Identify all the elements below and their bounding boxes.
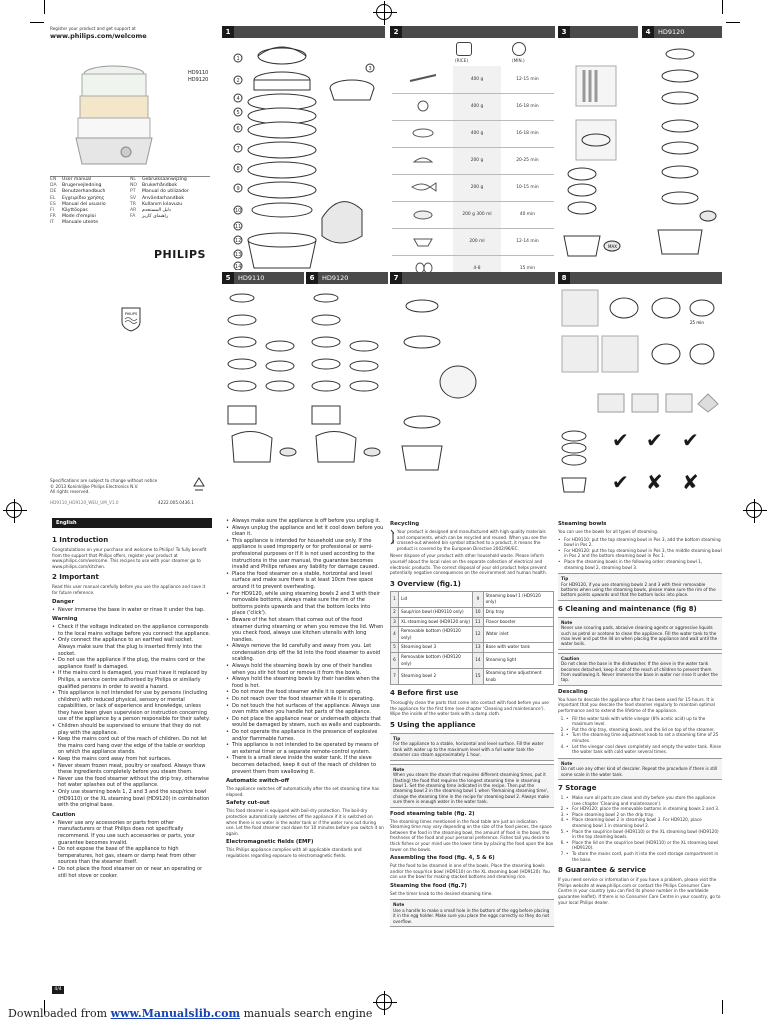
fig1-header bbox=[222, 26, 385, 38]
food-table-title: Food steaming table (fig. 2) bbox=[390, 810, 475, 817]
fig2-header bbox=[390, 26, 555, 38]
svg-text:12: 12 bbox=[235, 238, 242, 244]
table-row: 4 Removable bottom (HD9120 only) 12 Water inlet bbox=[391, 627, 554, 643]
steaming-text: Set the timer knob to the desired steaming time. bbox=[390, 890, 493, 896]
descaling-title: Descaling bbox=[558, 688, 588, 695]
soup-icon bbox=[408, 235, 438, 247]
dishwasher-not-ok-icon: ✘ bbox=[646, 470, 663, 494]
note-box: Note Never use scouring pads, abrasive cleaning agents or aggressive liquids such as petrol or acetone to clean the appliance. Fill the water tank to the max level and put the lid on when placing the appliance and wait until the water boils. bbox=[558, 617, 722, 650]
section-overview-title: 3 Overview (fig.1) bbox=[390, 579, 461, 588]
table-row: 7 Steaming bowl 2 15 Steaming time adjustment knob bbox=[391, 669, 554, 685]
svg-text:11: 11 bbox=[235, 224, 242, 230]
list-item: • Always hold the steaming bowls by their handles when the food is hot. bbox=[226, 676, 384, 689]
fig3-fig4-steps bbox=[558, 40, 722, 270]
steaming-title: Steaming the food (fig.7) bbox=[390, 882, 467, 889]
warning-title: Warning bbox=[52, 616, 78, 623]
note-box: Note Use a handle to make a small hole in the bottom of the egg before placing it in the egg holder. Make sure you place the eggs correctly so they do not overflow. bbox=[390, 899, 554, 927]
storage-steps bbox=[558, 795, 722, 862]
warning-list bbox=[52, 624, 212, 809]
language-column-left bbox=[50, 177, 130, 227]
table-row: 6 Removable bottom (HD9120 only) 14 Steaming light bbox=[391, 652, 554, 668]
fig3-header bbox=[558, 26, 638, 38]
chicken-icon bbox=[408, 154, 438, 166]
list-item: • Do not touch the hot surfaces of the appliance. Always use oven mitts when you handle hot parts of the appliance. bbox=[226, 703, 384, 716]
tip-box: Tip For the appliance to a stable, horizontal and level surface. Fill the water tank with water up to the maximum level with a full water tank the steamer can steam approximately 1 hour. bbox=[390, 733, 554, 761]
language-row: DA Brugervejledning bbox=[50, 183, 102, 189]
philips-wordmark: PHILIPS bbox=[154, 248, 206, 261]
dishwasher-ok-icon: ✔ bbox=[646, 428, 663, 452]
recycling-title: Recycling bbox=[390, 521, 420, 527]
list-item: • 2. For HD9120: place the removable bottoms in steaming bowls 2 and 3. bbox=[566, 806, 722, 812]
page-number: 4/4 bbox=[52, 986, 64, 994]
steaming-bowls-text: You can use the bowls for all types of steaming. bbox=[558, 529, 659, 534]
section-guarantee-title: 8 Guarantee & service bbox=[558, 866, 646, 875]
column-2 bbox=[226, 518, 384, 861]
timer-icon bbox=[512, 42, 526, 56]
tip-box: Tip For HD9120, if you use steaming bowls 2 and 3 with their removable bottoms when using the steaming bowls, please make sure the rim of the bottom points upwards and that the bottom locks into place. bbox=[558, 573, 722, 601]
table-row: 200 g 300 ml 40 min bbox=[392, 201, 554, 228]
crop-mark bbox=[44, 0, 45, 14]
recycling-text: Your product is designed and manufactured with high quality materials and components, which can be recycled and reused. When you see the crossed-out wheeled bin symbol attached to a product, it means the product is covered by the European Directive 2002/96/EC. bbox=[396, 529, 547, 551]
list-item: • 5. Place the soup/rice bowl (HD9110) or the XL steaming bowl (HD9120) in the top steaming bowls. bbox=[566, 829, 722, 840]
language-row: SV Användarhandbok bbox=[130, 195, 184, 201]
steaming-bowls-title: Steaming bowls bbox=[558, 521, 607, 527]
column-1 bbox=[52, 532, 212, 879]
list-item: • Place the food steamer on a stable, horizontal and level surface and make sure there is at least 10cm free space around it to prevent overheating. bbox=[226, 571, 384, 591]
crop-mark bbox=[722, 0, 723, 14]
dishwasher-ok-icon: ✔ bbox=[612, 428, 629, 452]
column-4 bbox=[558, 518, 722, 907]
list-item: • 2. Put the drip tray, steaming bowls, and the lid on top of the steamer. bbox=[566, 727, 722, 733]
registration-mark bbox=[746, 502, 762, 518]
descaling-text: You have to descale the appliance after it has been used for 15 hours. It is important that you descale the food steamer regularly to maintain optimal performance and to extend the lifetime of the appliance. bbox=[558, 696, 715, 714]
language-row: FA راهنمای کاربر bbox=[130, 214, 169, 220]
svg-text:14: 14 bbox=[235, 264, 242, 270]
vegetables-icon bbox=[408, 127, 438, 139]
food-table-text: The steaming times mentioned in the food table are just an indication. Steaming time may vary depending on the size of the food pieces, the space between the food in the steaming bowl, the amount of food in the bowl, the freshness of the food and your personal preference. Fishes tail you desire to thick fishes or your mind use the lower time by placing the food upon the box tower on the bowls. bbox=[390, 818, 554, 852]
svg-text:MAX: MAX bbox=[608, 244, 617, 249]
dishwasher-not-ok-icon: ✘ bbox=[682, 470, 699, 494]
overview-table bbox=[390, 591, 554, 686]
section-introduction-title: 1 Introduction bbox=[52, 536, 109, 544]
fish-icon bbox=[408, 181, 438, 193]
svg-text:10: 10 bbox=[235, 208, 242, 214]
safety-cut-out-text: This food steamer is equipped with boil-dry protection. The boil-dry protection automatically switches off the appliance if it is switched on when there is no water in the water tank or if the water runs out during use. Let the food steamer cool down for 10 minutes before you switch it on again. bbox=[226, 808, 384, 836]
important-text: Read this user manual carefully before you use the appliance and save it for future reference. bbox=[52, 584, 206, 595]
cover-panel bbox=[50, 26, 210, 514]
fig5-number: 5 bbox=[222, 272, 234, 284]
table-row: 3 XL steaming bowl (HD9120 only) 11 Flavor booster bbox=[391, 617, 554, 627]
register-text: Register your product and get support at bbox=[50, 26, 136, 31]
column-3 bbox=[390, 518, 554, 930]
list-item: • Never steam frozen meat, poultry or seafood. Always thaw these ingredients completely before you steam them. bbox=[52, 763, 212, 776]
danger-list bbox=[52, 607, 212, 614]
list-item: • Always unplug the appliance and let it cool down before you clean it. bbox=[226, 525, 384, 538]
caution-title: Caution bbox=[52, 811, 76, 818]
file-code: HD9110_HD9120_WEU_UM_V1.0 bbox=[50, 500, 119, 505]
list-item: • Do not expose the base of the appliance to high temperatures, hot gas, steam or damp heat from other sources than the steamer itself. bbox=[52, 846, 212, 866]
guarantee-text: If you need service or information or if you have a problem, please visit the Philips website at www.philips.com or contact the Philips Consumer Care Centre in your country (you can find its phone number in the worldwide guarantee leaflet). If there is no Consumer Care Centre in your country, go to your local Philips dealer. bbox=[558, 877, 721, 905]
time-column-header: (MIN.) bbox=[512, 58, 525, 63]
safety-list bbox=[226, 518, 384, 775]
list-item: • Do not move the food steamer while it is operating. bbox=[226, 689, 384, 696]
fig5-model-label: HD9110 bbox=[238, 274, 265, 282]
fig8-number: 8 bbox=[558, 272, 570, 284]
svg-text:9: 9 bbox=[236, 186, 240, 192]
note-box: Note Do not use any other kind of descaler. Repeat the procedure if there is still some scale in the water tank. bbox=[558, 758, 722, 780]
language-tab-english: English bbox=[52, 518, 212, 528]
registration-mark bbox=[376, 4, 392, 20]
language-row: DE Benutzerhandbuch bbox=[50, 189, 106, 195]
list-item: • For HD9110: put the top steaming bowl in Pos 3, add the bottom steaming bowl in Pos 2. bbox=[558, 537, 722, 548]
svg-text:3: 3 bbox=[368, 66, 372, 72]
list-item: • Always make sure the appliance is off before you unplug it. bbox=[226, 518, 384, 525]
list-item: • Always remove the lid carefully and away from you. Let condensation drip off the lid into the food steamer to avoid scalding. bbox=[226, 643, 384, 663]
welcome-url[interactable]: www.philips.com/welcome bbox=[50, 31, 147, 40]
fig4-number: 4 bbox=[642, 26, 654, 38]
registration-mark bbox=[6, 502, 22, 518]
assembling-title: Assembling the food (fig. 4, 5 & 6) bbox=[390, 855, 495, 862]
language-row: NL Gebruiksaanwijzing bbox=[130, 177, 187, 182]
list-item: • Do not reach over the food steamer while it is operating. bbox=[226, 696, 384, 703]
language-row: ES Manual del usuario bbox=[50, 201, 106, 207]
list-item: • There is a small sieve inside the water tank. If the sieve becomes detached, keep it out of the reach of children to prevent them from swallowing it. bbox=[226, 755, 384, 775]
svg-text:13: 13 bbox=[235, 252, 242, 258]
svg-text:4: 4 bbox=[236, 96, 240, 102]
emf-text: This Philips appliance complies with all applicable standards and regulations regarding exposure to electromagnetic fields. bbox=[226, 847, 362, 858]
svg-text:2: 2 bbox=[236, 78, 240, 84]
table-row: 200 g 10-15 min bbox=[392, 174, 554, 201]
assembling-text: Put the food to be steamed in one of the bowls. Place the steaming bowls and/or the soup/rice bowl (HD9110) on the XL steaming bowl (HD9120). You can use the bowl for making stacked bottoms and steaming rice. bbox=[390, 863, 550, 880]
list-item: • Keep the mains cord out of the reach of children. Do not let the mains cord hang over the edge of the table or worktop on which the appliance stands. bbox=[52, 736, 212, 756]
language-row: EL Εγχειρίδιο χρήσης bbox=[50, 195, 105, 201]
table-row: 2 Soup/rice bowl (HD9110 only) 10 Drip tray bbox=[391, 607, 554, 617]
list-item: • If the mains cord is damaged, you must have it replaced by Philips, a service centre authorised by Philips or similarly qualified persons in order to avoid a hazard. bbox=[52, 670, 212, 690]
descaling-steps bbox=[558, 716, 722, 755]
list-item: • Do not place the food steamer on or near an operating or still hot stove or cooker. bbox=[52, 866, 212, 879]
section-first-use-title: 4 Before first use bbox=[390, 689, 459, 698]
footer-suffix: manuals search engine bbox=[240, 1007, 373, 1020]
dishwasher-ok-icon: ✔ bbox=[612, 470, 629, 494]
language-row: NO Brukerhåndbok bbox=[130, 183, 178, 189]
introduction-text: Congratulations on your purchase and welcome to Philips! To fully benefit from the support that Philips offers, register your product at www.philips.com/welcome. This recipes to use with your steamer go to www.philips.com/kitchen. bbox=[52, 547, 207, 569]
danger-title: Danger bbox=[52, 598, 75, 605]
fig7-number: 7 bbox=[390, 272, 402, 284]
fig8-header bbox=[558, 272, 722, 284]
model-hd9120: HD9120 bbox=[188, 77, 209, 83]
document-code: 4222.005.0436.1 bbox=[158, 500, 194, 505]
language-row: EN User manual bbox=[50, 177, 92, 182]
svg-text:5: 5 bbox=[236, 110, 240, 116]
svg-text:25 min: 25 min bbox=[690, 320, 704, 325]
note-box: Note When you steam the steam that requires different steaming times, put it (fasting) the food that requires the longest steaming time in steaming bowl 1. Set the steaming time indicated in the recipe. Then put the steaming bowl 2 in the steaming bowl 1 when 'Remaining steaming time', change the steaming time in the recipe for steaming bowl 2. Always make sure there is enough water in the water tank. bbox=[390, 764, 554, 808]
list-item: • 3. Place steaming bowl 2 on the drip tray. bbox=[566, 812, 722, 818]
list-item: • Check if the voltage indicated on the appliance corresponds to the local mains voltage before you connect the appliance. bbox=[52, 624, 212, 637]
recycling-text-2: Never dispose of your product with other household waste. Please inform yourself about the local rules on the separate collection of electrical and electronic products. The correct disposal of your old product helps prevent potentially negative consequences on the environment and human health. bbox=[390, 553, 547, 576]
weight-column-header: (RICE) bbox=[455, 58, 468, 63]
fig8-cleaning-diagram bbox=[558, 286, 722, 498]
recycle-icon bbox=[190, 476, 208, 494]
weight-icon bbox=[456, 42, 472, 56]
fig7-header bbox=[390, 272, 555, 284]
section-using-title: 5 Using the appliance bbox=[390, 721, 476, 730]
dishwasher-ok-icon: ✔ bbox=[682, 428, 699, 452]
list-item: • 1. Make sure all parts are clean and dry before you store the appliance (see chapter 'Cleaning and maintenance'). bbox=[566, 795, 722, 806]
language-row: TR Kullanım kılavuzu bbox=[130, 201, 183, 207]
fig5-fig6-fig7-assembly bbox=[222, 286, 556, 474]
list-item: • Always hold the steaming bowls by one of their handles when you stir hot food or remove it from the bowls. bbox=[226, 663, 384, 676]
list-item: • 7. To store the mains cord, push it into the cord storage compartment in the base. bbox=[566, 851, 722, 862]
fig1-number: 1 bbox=[222, 26, 234, 38]
language-row: IT Manuale utente bbox=[50, 220, 99, 226]
list-item: • Place the steaming bowls in the following order: steaming bowl 1, steaming bowl 2, steaming bowl 3. bbox=[558, 559, 722, 570]
list-item: • This appliance is not intended for use by persons (including children) with reduced physical, sensory or mental capabilities, or lack of experience and knowledge, unless they have been given supervision or instruction concerning use of the appliance by a person responsible for their safety. bbox=[52, 690, 212, 723]
list-item: • Children should be supervised to ensure that they do not play with the appliance. bbox=[52, 723, 212, 736]
list-item: • Do not use the appliance if the plug, the mains cord or the appliance itself is damaged. bbox=[52, 657, 212, 670]
language-row: FR Mode d'emploi bbox=[50, 214, 96, 220]
auto-switch-off-title: Automatic switch-off bbox=[226, 778, 289, 785]
language-column-right bbox=[130, 177, 210, 227]
list-item: • Never immerse the base in water or rinse it under the tap. bbox=[52, 607, 212, 614]
fig6-model-label: HD9120 bbox=[322, 274, 349, 282]
list-item: • Only connect the appliance to an earthed wall socket. Always make sure that the plug is inserted firmly into the socket. bbox=[52, 637, 212, 657]
language-row: PT Manual do utilizador bbox=[130, 189, 189, 195]
fig5-steps bbox=[228, 294, 296, 462]
table-row: 200 ml 12-14 min bbox=[392, 228, 554, 255]
list-item: • Never use the food steamer without the drip tray, otherwise hot water splashes out of the appliance. bbox=[52, 776, 212, 789]
crop-mark bbox=[30, 22, 44, 23]
fig2-number: 2 bbox=[390, 26, 402, 38]
language-row: AR دليل المستخدم bbox=[130, 208, 171, 214]
list-item: • 1. Fill the water tank with white vinegar (8% acetic acid) up to the maximum level. bbox=[566, 716, 722, 727]
svg-text:PHILIPS: PHILIPS bbox=[124, 312, 138, 316]
svg-text:8: 8 bbox=[236, 166, 240, 172]
list-item: • 4. Place steaming bowl 2 in steaming bowl 3. For HD9120, place steaming bowl 1 in steaming bowl 2. bbox=[566, 817, 722, 828]
caution-box: Caution Do not clean the base in the dishwasher. If the sieve in the water tank becomes detached, keep it out of the reach of children to prevent them from swallowing it. Never immerse the base in water nor rinse it under the tap. bbox=[558, 653, 722, 686]
asparagus-icon bbox=[408, 73, 438, 83]
list-item: • Never use any accessories or parts from other manufacturers or that Philips does not specifically recommend. If you use such accessories or parts, your guarantee becomes invalid. bbox=[52, 820, 212, 846]
spec-note: Specifications are subject to change without notice © 2013 Koninklijke Philips Electronics N.V. All rights reserved. bbox=[50, 478, 158, 495]
broccoli-icon bbox=[408, 100, 438, 112]
crossed-bin-icon bbox=[390, 529, 394, 545]
fig3-number: 3 bbox=[558, 26, 570, 38]
list-item: • 3. Turn the steaming time adjustment knob to set a steaming time of 25 minutes. bbox=[566, 732, 722, 743]
fig6-number: 6 bbox=[306, 272, 318, 284]
svg-text:1: 1 bbox=[236, 56, 240, 62]
model-list bbox=[188, 70, 208, 84]
steaming-bowls-list bbox=[558, 537, 722, 571]
list-item: • 4. Let the vinegar cool down completely and empty the water tank. Rinse the water tank with cold water several times. bbox=[566, 744, 722, 755]
caution-list bbox=[52, 820, 212, 879]
food-steaming-table bbox=[392, 66, 554, 283]
fig4-header bbox=[642, 26, 722, 38]
list-item: • Do not operate the appliance in the presence of explosive and/or flammable fumes. bbox=[226, 729, 384, 742]
list-item: • This appliance is not intended to be operated by means of an external timer or a separate remote-control system. bbox=[226, 742, 384, 755]
svg-text:7: 7 bbox=[236, 146, 240, 152]
footer-prefix: Downloaded from bbox=[8, 1007, 111, 1020]
section-cleaning-title: 6 Cleaning and maintenance (fig 8) bbox=[558, 604, 697, 613]
table-row: 400 g 12-15 min bbox=[392, 66, 554, 93]
list-item: • Only use steaming bowls 1, 2 and 3 and the soup/rice bowl (HD9110) or the XL steaming bowl (HD9120) in combination with the original base. bbox=[52, 789, 212, 809]
first-use-text: Thoroughly clean the parts that come into contact with food before you use the appliance for the first time (see chapter 'Cleaning and maintenance'). Wipe the inside of the water tank with a damp cloth. bbox=[390, 700, 549, 717]
table-row: 5 Steaming bowl 3 13 Base with water tank bbox=[391, 643, 554, 653]
fig7-steps bbox=[402, 300, 476, 470]
table-row: 400 g 16-18 min bbox=[392, 93, 554, 120]
section-important-title: 2 Important bbox=[52, 573, 99, 582]
download-footer bbox=[0, 1004, 768, 1024]
list-item: • Do not place the appliance near or underneath objects that would be damaged by steam, such as walls and cupboards. bbox=[226, 716, 384, 729]
list-item: • For HD9120: put the top steaming bowl in Pos 3, the middle steaming bowl in Pos 2 and the bottom steaming bowl in Pos 1. bbox=[558, 548, 722, 559]
list-item: • Keep the mains cord away from hot surfaces. bbox=[52, 756, 212, 763]
fig6-header bbox=[306, 272, 388, 284]
fig6-steps bbox=[312, 294, 380, 462]
list-item: • 6. Place the lid on the soup/rice bowl (HD9110) or the XL steaming bowl (HD9120). bbox=[566, 840, 722, 851]
fig1-exploded-diagram bbox=[222, 40, 385, 270]
philips-shield-logo bbox=[120, 306, 142, 332]
table-row: 4-8 15 min bbox=[392, 255, 554, 282]
table-row: 1 Lid 9 Steaming bowl 1 (HD9120 only) bbox=[391, 591, 554, 607]
language-list bbox=[50, 176, 210, 227]
model-hd9110: HD9110 bbox=[188, 70, 209, 76]
list-item: • For HD9120, while using steaming bowls 2 and 3 with their removable bottoms, always make sure the rim of the bottoms points upwards and that the bottom locks into place ('click'). bbox=[226, 591, 384, 617]
language-row: FI Käyttöopas bbox=[50, 208, 88, 214]
manualslib-link[interactable]: www.Manualslib.com bbox=[110, 1007, 241, 1020]
section-storage-title: 7 Storage bbox=[558, 784, 597, 792]
crop-mark bbox=[726, 22, 740, 23]
list-item: • Beware of the hot steam that comes out of the food steamer during steaming or when you remove the lid. When you check food, always use kitchen utensils with long handles. bbox=[226, 617, 384, 643]
fig5-header bbox=[222, 272, 304, 284]
table-row: 400 g 16-18 min bbox=[392, 120, 554, 147]
safety-cut-out-title: Safety cut-out bbox=[226, 800, 270, 807]
svg-text:6: 6 bbox=[236, 126, 240, 132]
steamer-product-image bbox=[64, 60, 174, 170]
table-row: 200 g 20-25 min bbox=[392, 147, 554, 174]
list-item: • This appliance is intended for household use only. If the appliance is used improperly or for professional or semi-professional purposes or if it is not used according to the instructions in the user manual, the guarantee becomes invalid and Philips refuses any liability for damage caused. bbox=[226, 538, 384, 571]
auto-switch-off-text: The appliance switches off automatically after the set steaming time has elapsed. bbox=[226, 786, 380, 797]
fig4-model-label: HD9120 bbox=[658, 28, 685, 36]
emf-title: Electromagnetic fields (EMF) bbox=[226, 839, 314, 846]
rice-icon bbox=[408, 208, 438, 220]
